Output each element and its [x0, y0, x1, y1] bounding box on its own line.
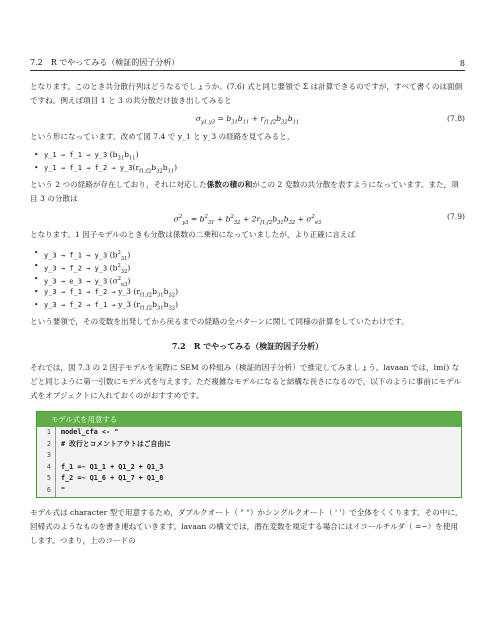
path-item: • y_3 → f_2 → y_3 $(b^2_{32})$: [44, 259, 465, 272]
code-line: [37, 427, 461, 439]
code-listing-title: モデル式を用意する: [37, 412, 461, 427]
equation-7-9: [30, 206, 465, 228]
paragraph-model-syntax: モデル式は character 型で用意するため，ダブルクオート（ " "）かシングルクオート（ ' '）で全体をくくります。その中に，回帰式のようなものを書き連ねていきます。lavaan の構文では，潜在変数を規定する場合にはイコールチルダ（ =~）を使用します。つまり，上のコードの: [30, 507, 463, 545]
equation-7-9-formula: $\sigma^2_{y3} = b^2_{31} + b^2_{32} + 2r_{f1,f2}b_{31}b_{32} + \sigma^2_{e3}$: [173, 214, 322, 227]
page-number: 8: [459, 59, 465, 68]
code-text: ": [61, 485, 66, 494]
path-item: • y_3 → e_3 → y_3 $(\sigma^2_{e3})$: [44, 272, 465, 285]
equation-7-8: [30, 108, 465, 130]
para3-part-a: という 2 つの経路が存在しており，それに対応した: [30, 180, 207, 189]
paragraph-variance: となります。1 因子モデルのときも分散は係数の二乗和になっていましたが，より正確に言えば: [30, 230, 356, 239]
path-list-covariance: [30, 148, 465, 174]
line-number: 6: [37, 485, 56, 497]
code-text: f_2 =~ Q1_6 + Q1_7 + Q1_8: [61, 474, 164, 483]
code-text: [56, 450, 61, 462]
code-line: [37, 450, 461, 462]
code-text: f_1 =~ Q1_1 + Q1_2 + Q1_3: [61, 462, 164, 471]
path-item: • y_3 → f_1 → y_3 $(b^2_{31})$: [44, 246, 465, 259]
path-item: • y_3 → f_2 → f_1 → y_3 $(r_{f1,f2}b_{31}b_{32})$: [44, 298, 465, 311]
code-line: [37, 439, 461, 451]
paragraph-lavaan-intro: それでは，図 7.3 の 2 因子モデルを実際に SEM の枠組み（検証的因子分析）で推定してみましょう。lavaan では，lm() などと同じように第一引数にモデル式を与えます。ただ複雑なモデルになると結構な長さになるので，以下のように事前にモデル式をオブジェクトに入れておくのがおすすめです。: [30, 363, 461, 400]
path-item: • y_1 → f_1 → y_3 $(b_{31}b_{11})$: [44, 148, 465, 161]
paragraph-all-paths: という要領で，その変数を出発してから戻るまでの経路の全パターンに関して同様の計算をしていたわけです。: [30, 317, 409, 326]
page-body: [30, 80, 465, 548]
equation-7-9-number: (7.9): [446, 212, 465, 221]
line-number: 5: [37, 473, 56, 485]
para3-part-c: がこの 2 変数の共分散を表すようになっています。また，項目 3 の分散は: [30, 180, 459, 203]
code-line: [37, 473, 461, 485]
code-line: [37, 462, 461, 474]
line-number: 1: [37, 427, 56, 439]
header-rule: [30, 70, 465, 71]
line-number: 3: [37, 450, 56, 462]
path-list-variance: [30, 246, 465, 311]
line-number: 4: [37, 462, 56, 474]
code-listing: [36, 411, 462, 498]
equation-7-8-number: (7.8): [446, 114, 465, 123]
code-lines: [37, 427, 461, 497]
running-head: [30, 54, 465, 68]
paragraph-sum-of-products: [30, 178, 465, 206]
emphasis-sum-of-products: 係数の積の和: [206, 180, 253, 189]
code-text: model_cfa <- ": [61, 428, 119, 436]
path-item: • y_3 → f_1 → f_2 → y_3 $(r_{f1,f2}b_{31}b_{32})$: [44, 285, 465, 298]
section-title: 7.2 R でやってみる（検証的因子分析）: [171, 341, 324, 351]
paragraph-path-intro: という形になっています。改めて図 7.4 で y_1 と y_3 の経路を見てみると，: [30, 132, 295, 141]
path-item: • y_1 → f_1 → f_2 → $y\_3(r_{f1,f2}b_{32}b_{11})$: [44, 161, 465, 174]
equation-7-8-formula: $\sigma_{y1,y3} = b_{31}b_{11} + r_{f1,f2}b_{32}b_{11}$: [195, 114, 300, 126]
running-head-section: 7.2 R でやってみる（検証的因子分析）: [30, 58, 180, 67]
paragraph-covariance-intro: となります。このとき共分散行列はどうなるでしょうか。(7.6) 式と同じ要領で Σ は計算できるのですが，すべて書くのは面倒ですね。例えば項目 1 と 3 の共分散だけ抜き出してみると: [30, 82, 463, 105]
code-line: [37, 485, 461, 497]
line-number: 2: [37, 439, 56, 451]
code-text: # 改行とコメントアウトはご自由に: [61, 439, 171, 448]
